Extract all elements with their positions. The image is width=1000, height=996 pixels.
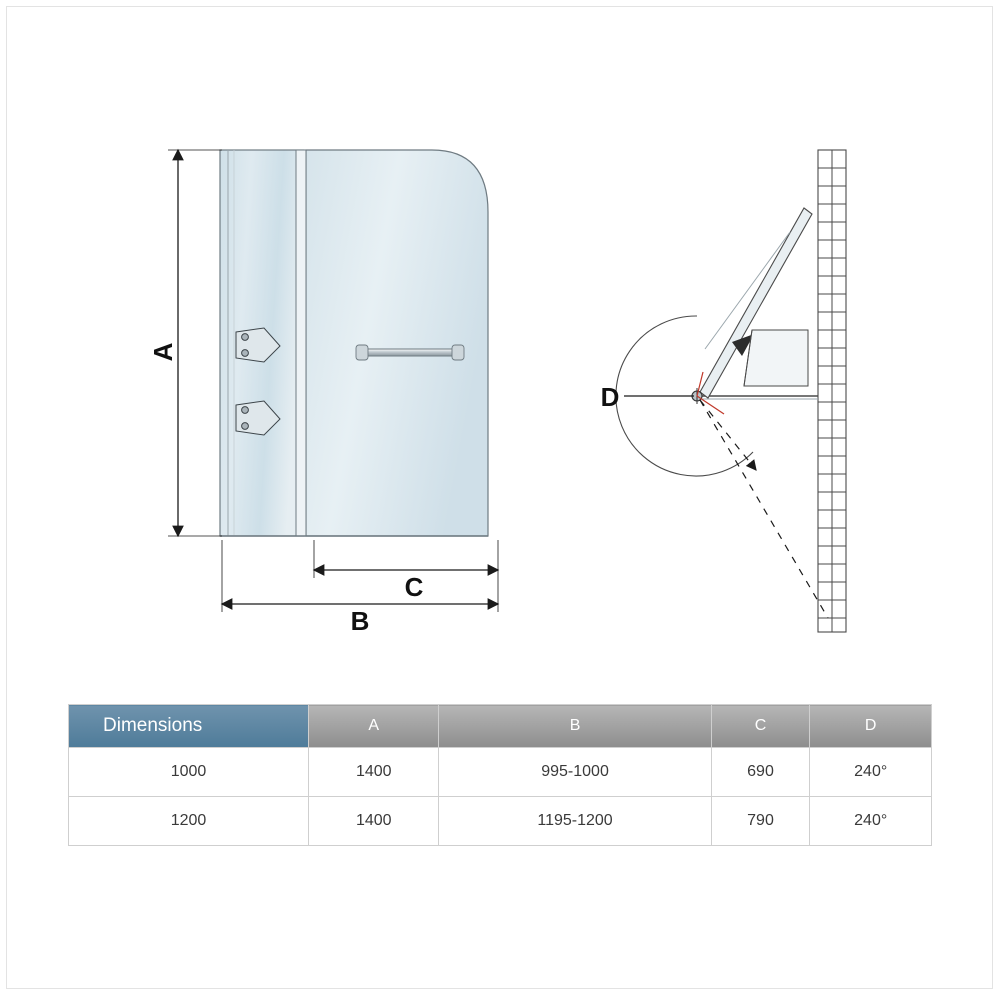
table-header-d: D	[810, 705, 932, 748]
table-header-title: Dimensions	[69, 705, 309, 748]
row-size: 1200	[69, 797, 309, 846]
row-d: 240°	[810, 797, 932, 846]
dimension-label-d: D	[600, 382, 620, 412]
row-b: 1195-1200	[439, 797, 711, 846]
table-row	[69, 748, 932, 797]
row-c: 790	[711, 797, 810, 846]
row-b: 995-1000	[439, 748, 711, 797]
table-header-c: C	[711, 705, 810, 748]
table-header-row	[69, 705, 932, 748]
dimension-label-c: C	[404, 572, 424, 602]
table-row	[69, 797, 932, 846]
front-view-group	[168, 150, 498, 612]
row-a: 1400	[309, 748, 439, 797]
dimensions-table	[68, 704, 932, 846]
dimension-label-a: A	[148, 342, 178, 362]
plan-view-group	[616, 150, 846, 632]
row-a: 1400	[309, 797, 439, 846]
dimension-label-b: B	[350, 606, 370, 636]
row-c: 690	[711, 748, 810, 797]
row-size: 1000	[69, 748, 309, 797]
table-header-b: B	[439, 705, 711, 748]
row-d: 240°	[810, 748, 932, 797]
table-header-a: A	[309, 705, 439, 748]
